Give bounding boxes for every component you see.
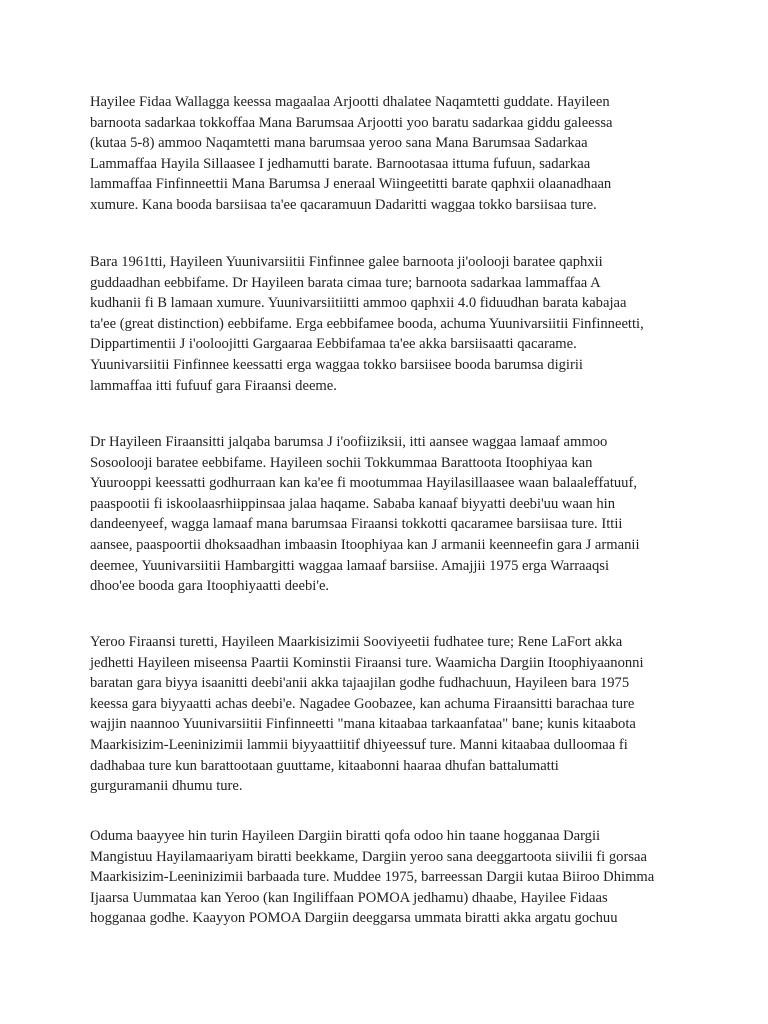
paragraph-early-life: Hayilee Fidaa Wallagga keessa magaalaa Arjootti dhalatee Naqamtetti guddate. Hayileen barnoota sadarkaa tokkoffaa Mana Barumsaa Arjootti yoo baratu sadarkaa giddu galeessa (kutaa 5-8) ammoo Naqamtetti mana barumsaa yeroo sana Mana Barumsaa Sadarkaa Lammaffaa Hayila Sillaasee I jedhamutti barate. Barnootasaa ittuma fufuun, sadarkaa lammaffaa Finfinneettii Mana Barumsa J eneraal Wiingeetitti barate qaphxii olaanadhaan xumure. Kana booda barsiisaa ta'ee qacaramuun Dadaritti waggaa tokko barsiisaa ture. — [90, 94, 613, 213]
paragraph-marxism-return: Yeroo Firaansi turetti, Hayileen Maarkisizimii Sooviyeetii fudhatee ture; Rene LaFort akka jedhetti Hayileen miseensa Paartii Kominstii Firaansi ture. Waamicha Dargiin Itoophiyaanonni baratan gara biyya isaanitti deebi'anii akka tajaajilan godhe fudhachuun, Hayileen bara 1975 keessa gara biyyaatti achas deebi'e. Nagadee Goobazee, kan achuma Firaansitti barachaa ture wajjin naannoo Yuunivarsiitii Finfinneetti "mana kitaabaa tarkaanfataa" bane; kunis kitaabota Maarkisizim-Leeninizimii lammii biyyaattiitif dhiyeessuf ture. Manni kitaabaa dulloomaa fi dadhabaa ture kun barattootaan guuttame, kitaabonni haaraa dhufan battalumatti gurguramanii dhumu ture. — [90, 634, 644, 795]
paragraph-derg-pomoa: Oduma baayyee hin turin Hayileen Dargiin biratti qofa odoo hin taane hogganaa Dargii Mangistuu Hayilamaariyam biratti beekkame, Dargiin yeroo sana deeggartoota siivilii fi gorsaa Maarkisizim-Leeninizimii barbaada ture. Muddee 1975, barreessan Dargii kutaa Biiroo Dhimma Ijaarsa Uummataa kan Yeroo (kan Ingiliffaan POMOA jedhamu) dhaabe, Hayilee Fidaas hogganaa godhe. Kaayyon POMOA Dargiin deeggarsa ummata biratti akka argatu gochuu — [90, 828, 655, 927]
paragraph-university: Bara 1961tti, Hayileen Yuunivarsiitii Finfinnee galee barnoota ji'oolooji baratee qaphxii guddaadhan eebbifame. Dr Hayileen barata cimaa ture; barnoota sadarkaa lammaffaa A kudhanii fi B lamaan xumure. Yuunivarsiitiitti ammoo qaphxii 4.0 fiduudhan barata kabajaa ta'ee (great distinction) eebbifame. Erga eebbifamee booda, achuma Yuunivarsiitii Finfinneetti, Dippartimentii J i'ooloojitti Gargaaraa Eebbifamaa ta'ee akka barsiisaatti qacarame. Yuunivarsiitii Finfinnee keessatti erga waggaa tokko barsiisee booda barumsa digirii lammaffaa itti fufuuf gara Firaansi deeme. — [90, 254, 644, 394]
paragraph-france-studies: Dr Hayileen Firaansitti jalqaba barumsa J i'oofiiziksii, itti aansee waggaa lamaaf ammoo Sosoolooji baratee eebbifame. Hayileen sochii Tokkummaa Barattoota Itoophiyaa kan Yuurooppi keessatti godhurraan kan ka'ee fi mootummaa Hayilasillaasee waan balaaleffatuuf, paaspootii fi iskoolaasrhiippinsaa jalaa haqame. Sababa kanaaf biyyatti deebi'uu waan hin dandeenyeef, wagga lamaaf mana barumsaa Firaansi tokkotti qacaramee barsiisaa ture. Ittii aansee, paaspoortii dhoksaadhan imbaasin Itoophiyaa kan J armanii keenneefin gara J armanii deemee, Yuunivarsiitii Hambargitti waggaa lamaaf barsiise. Amajjii 1975 erga Warraaqsi dhoo'ee booda gara Itoophiyaatti deebi'e. — [90, 434, 640, 595]
